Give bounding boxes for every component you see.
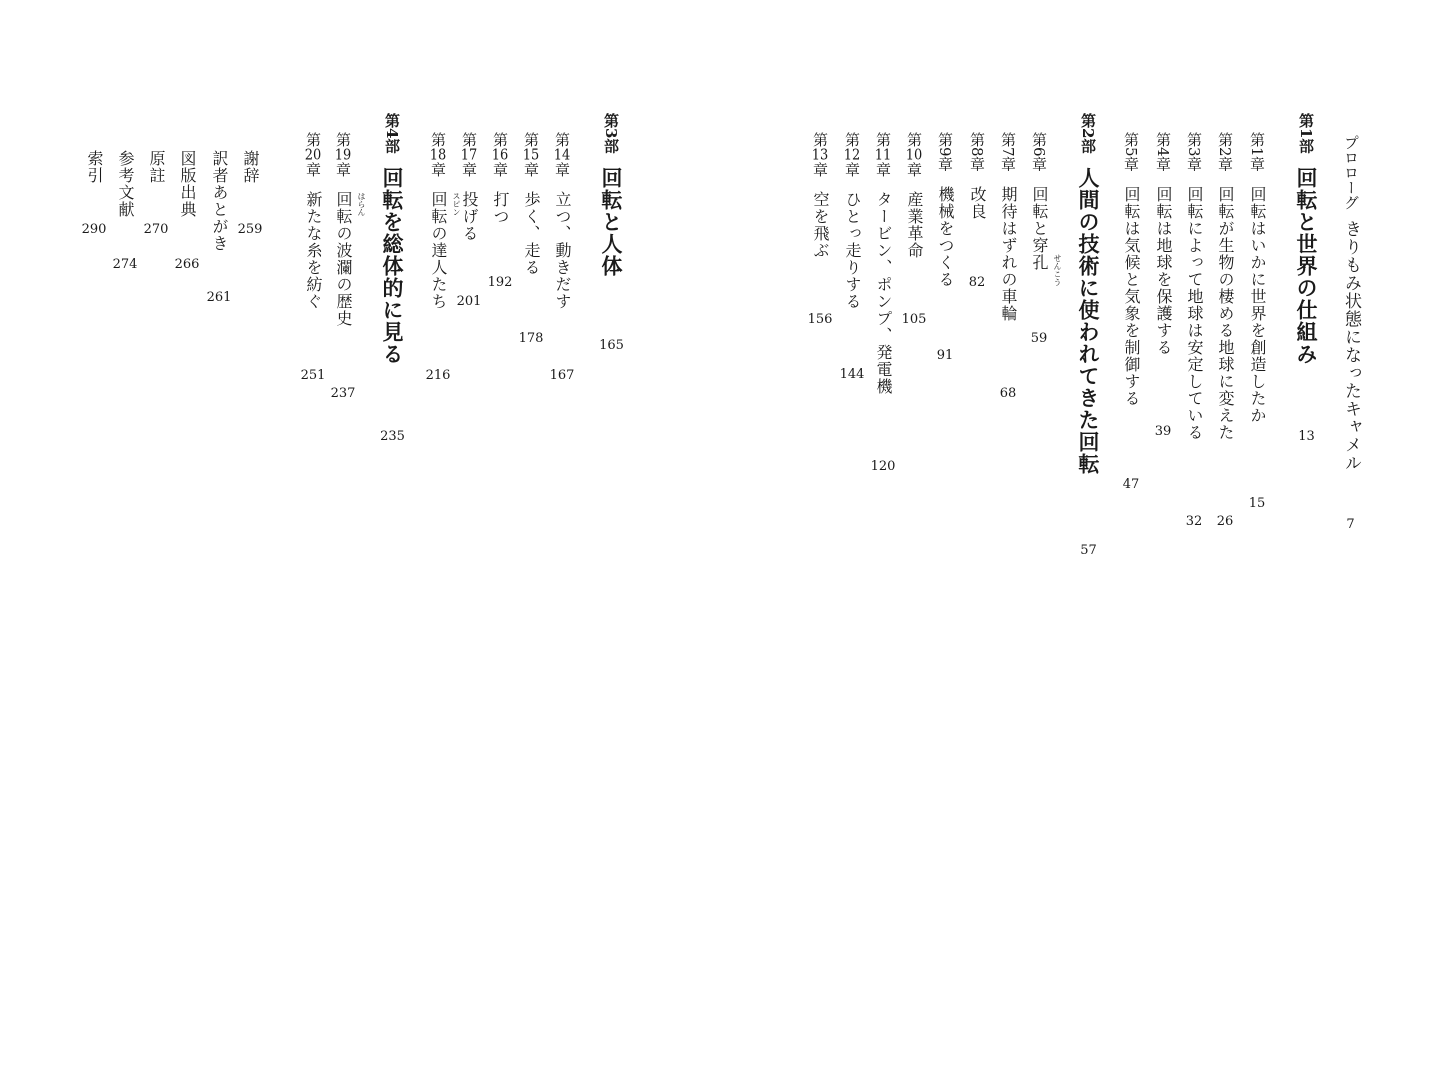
page-number: 259 (237, 222, 263, 237)
chapter-label: 第6章 (1030, 132, 1048, 172)
toc-entry-25 (300, 132, 326, 383)
chapter-label: 第20章 (304, 132, 322, 177)
chapter-title: 空を飛ぶ (811, 191, 830, 259)
part-label: 第2部 (1079, 113, 1097, 154)
chapter-title: 参考文献 (116, 150, 135, 218)
chapter-title: 投げる (460, 191, 479, 242)
chapter-label: 第5章 (1122, 132, 1140, 172)
page-number: 235 (380, 429, 405, 444)
page-number: 290 (81, 222, 107, 237)
chapter-title: 回転と穿孔 (1030, 185, 1049, 271)
chapter-label: 第14章 (553, 132, 571, 177)
page-number: 156 (807, 312, 833, 327)
chapter-label: 第16章 (491, 132, 509, 177)
toc-entry-23 (380, 113, 405, 444)
toc-entry-10 (999, 132, 1018, 401)
toc-entry-11 (968, 132, 987, 290)
chapter-label: 第12章 (843, 132, 861, 177)
part-title: 回転と世界の仕組み (1294, 167, 1319, 366)
chapter-title: 新たな糸を紡ぐ (304, 191, 323, 310)
toc-entry-13 (901, 132, 927, 327)
ruby-reading: スピン (452, 192, 461, 216)
page-number: 91 (936, 348, 954, 363)
page-number: 39 (1154, 424, 1172, 439)
chapter-label: 第11章 (874, 132, 892, 177)
chapter-title: 立つ、動きだす (553, 191, 572, 310)
toc-entry-28 (174, 150, 200, 272)
page-number: 237 (330, 386, 356, 401)
chapter-label: 第3章 (1185, 132, 1203, 172)
toc-entry-14 (870, 132, 896, 474)
page-number: 251 (300, 368, 326, 383)
part-label: 第1部 (1297, 113, 1315, 154)
chapter-title: 回転の波瀾の歴史 (334, 191, 353, 327)
toc-entry-1 (1341, 135, 1361, 532)
toc-entry-9 (1030, 132, 1062, 346)
chapter-label: 第15章 (522, 132, 540, 177)
toc-entry-7 (1122, 132, 1141, 492)
toc-entry-26 (237, 150, 263, 237)
toc-entry-19 (518, 132, 544, 346)
part-label: 第3部 (602, 113, 620, 154)
chapter-title: 回転の達人たち (429, 191, 448, 310)
page-number: 120 (870, 459, 896, 474)
chapter-title: 歩く、走る (522, 191, 541, 276)
toc-entry-18 (549, 132, 575, 383)
part-title: 人間の技術に使われてきた回転 (1076, 167, 1101, 476)
page-number: 47 (1122, 477, 1140, 492)
toc-entry-17 (599, 113, 624, 353)
page-number: 57 (1080, 543, 1097, 558)
toc-entry-24 (330, 132, 366, 401)
toc-entry-6 (1154, 132, 1173, 439)
chapter-title: 産業革命 (905, 191, 924, 259)
chapter-title: 謝辞 (241, 150, 260, 184)
chapter-label: 第17章 (460, 132, 478, 177)
toc-entry-2 (1294, 113, 1319, 444)
chapter-title: ひとっ走りする (843, 191, 862, 310)
chapter-title: 機械をつくる (936, 185, 955, 288)
page-number: 192 (487, 275, 513, 290)
chapter-label: 第18章 (429, 132, 447, 177)
page-number: 68 (999, 386, 1017, 401)
part-title: 回転と人体 (599, 167, 624, 278)
page-number: 201 (456, 294, 482, 309)
toc-entry-31 (81, 150, 107, 237)
chapter-label: 第9章 (936, 132, 954, 172)
page-number: 26 (1216, 514, 1234, 529)
chapter-title: 回転はいかに世界を創造したか (1248, 185, 1267, 424)
page-number: 7 (1346, 517, 1355, 532)
page-number: 270 (143, 222, 169, 237)
chapter-title: 原註 (147, 150, 166, 184)
toc-entry-29 (143, 150, 169, 237)
toc-entry-3 (1248, 132, 1267, 511)
chapter-title: 回転は気候と気象を制御する (1122, 185, 1141, 407)
chapter-label: 第2章 (1216, 132, 1234, 172)
page-number: 165 (599, 338, 624, 353)
page-number: 261 (206, 290, 232, 305)
chapter-title: 改良 (968, 185, 987, 220)
toc-entry-20 (487, 132, 513, 290)
chapter-title: 索引 (85, 150, 104, 184)
page-number: 167 (549, 368, 575, 383)
part-title: 回転を総体的に見る (380, 167, 405, 366)
page-number: 105 (901, 312, 927, 327)
chapter-label: 第1章 (1248, 132, 1266, 172)
toc-entry-8 (1076, 113, 1101, 558)
chapter-title: 回転が生物の棲める地球に変えた (1216, 185, 1235, 441)
page-number: 144 (839, 367, 865, 382)
chapter-title: タービン、ポンプ、発電機 (874, 191, 893, 395)
toc-entry-12 (936, 132, 955, 363)
ruby-reading: せんこう (1053, 254, 1062, 286)
toc-entry-16 (807, 132, 833, 327)
page-number: 13 (1298, 429, 1315, 444)
chapter-title: 回転によって地球は安定している (1185, 185, 1204, 441)
page-number: 178 (518, 331, 544, 346)
part-label: 第4部 (383, 113, 401, 154)
chapter-label: 第13章 (811, 132, 829, 177)
chapter-title: 図版出典 (178, 150, 197, 218)
chapter-title: 期待はずれの車輪 (999, 185, 1018, 322)
chapter-label: 第8章 (968, 132, 986, 172)
chapter-title: きりもみ状態になったキャメル (1341, 220, 1361, 472)
chapter-title: 回転は地球を保護する (1154, 185, 1173, 356)
ruby-reading: はらん (357, 192, 366, 216)
toc-entry-30 (112, 150, 138, 272)
chapter-label: 第19章 (334, 132, 352, 177)
page-number: 82 (968, 275, 986, 290)
page-number: 15 (1248, 496, 1266, 511)
chapter-label: 第10章 (905, 132, 923, 177)
chapter-title: 訳者あとがき (210, 150, 229, 252)
page-number: 274 (112, 257, 138, 272)
chapter-label: 第7章 (999, 132, 1017, 172)
chapter-title: 打つ (491, 191, 510, 225)
toc-entry-4 (1216, 132, 1235, 529)
prologue-label: プロローグ (1342, 135, 1360, 210)
page-number: 266 (174, 257, 200, 272)
page-number: 59 (1030, 331, 1048, 346)
page-number: 216 (425, 368, 451, 383)
toc-entry-5 (1185, 132, 1204, 529)
toc-entry-15 (839, 132, 865, 382)
toc-entry-27 (206, 150, 232, 305)
toc-entry-22 (425, 132, 461, 383)
page-number: 32 (1185, 514, 1203, 529)
chapter-label: 第4章 (1154, 132, 1172, 172)
